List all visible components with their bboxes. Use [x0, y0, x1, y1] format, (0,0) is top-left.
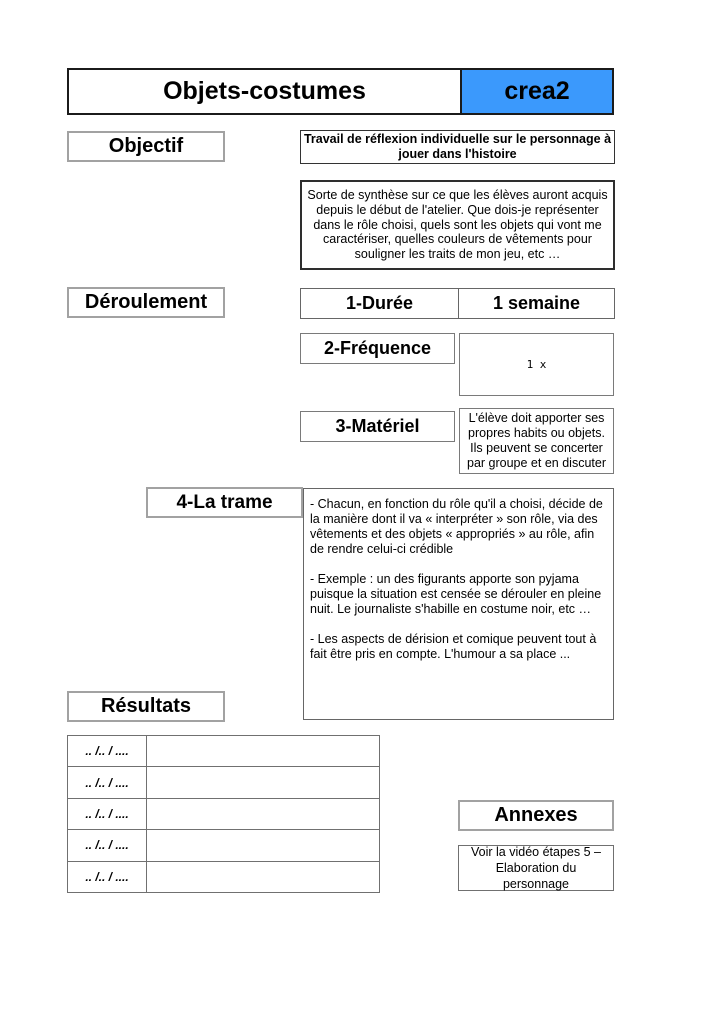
duree-value: 1 semaine [492, 293, 581, 313]
table-row [68, 861, 379, 892]
date-placeholder: .. /.. / .... [68, 799, 147, 829]
page-title: Objets-costumes [69, 70, 462, 113]
trame-paragraph-1: - Chacun, en fonction du rôle qu'il a choisi, décide de la manière dont il va « interpréter » son rôle, via des vêtements et des objets « appropriés » au rôle, afin de rendre celui-ci crédible [310, 497, 603, 556]
trame-text-box [303, 488, 614, 720]
duree-label: 1-Durée [301, 289, 459, 318]
objectif-description-box: Sorte de synthèse sur ce que les élèves auront acquis depuis le début de l'atelier. Que dois-je représenter dans le rôle choisi, quels sont les objets qui vont me caractériser, quelles couleurs de vêtements pour souligner les traits de mon jeu, etc … [300, 180, 615, 270]
result-empty-cell [147, 862, 379, 892]
trame-paragraph-3: - Les aspects de dérision et comique peuvent tout à fait être pris en compte. L'humour a sa place ... [310, 632, 597, 661]
date-placeholder: .. /.. / .... [68, 862, 147, 892]
materiel-value: L'élève doit apporter ses propres habits ou objets. Ils peuvent se concerter par groupe et en discuter [459, 408, 614, 474]
section-header-resultats: Résultats [67, 691, 225, 722]
title-bar [67, 68, 614, 115]
trame-paragraph-2: - Exemple : un des figurants apporte son pyjama puisque la situation est censée se dérouler en pleine nuit. Le journaliste s'habille en costume noir, etc … [310, 572, 602, 616]
table-row [68, 798, 379, 829]
results-table [67, 735, 380, 893]
date-placeholder: .. /.. / .... [68, 736, 147, 766]
date-placeholder: .. /.. / .... [68, 767, 147, 797]
table-row [68, 736, 379, 766]
table-row [68, 829, 379, 860]
result-empty-cell [147, 767, 379, 797]
date-placeholder: .. /.. / .... [68, 830, 147, 860]
section-header-objectif: Objectif [67, 131, 225, 162]
trame-label: 4-La trame [146, 487, 303, 518]
crea2-badge: crea2 [462, 70, 612, 113]
materiel-label: 3-Matériel [300, 411, 455, 442]
result-empty-cell [147, 799, 379, 829]
frequence-label: 2-Fréquence [300, 333, 455, 364]
duree-row [300, 288, 615, 319]
section-header-deroulement: Déroulement [67, 287, 225, 318]
annexes-note-box: Voir la vidéo étapes 5 – Elaboration du personnage [458, 845, 614, 891]
section-header-annexes: Annexes [458, 800, 614, 831]
frequence-value: 1 x [459, 333, 614, 396]
table-row [68, 766, 379, 797]
result-empty-cell [147, 830, 379, 860]
objectif-summary-box: Travail de réflexion individuelle sur le personnage à jouer dans l'histoire [300, 130, 615, 164]
result-empty-cell [147, 736, 379, 766]
